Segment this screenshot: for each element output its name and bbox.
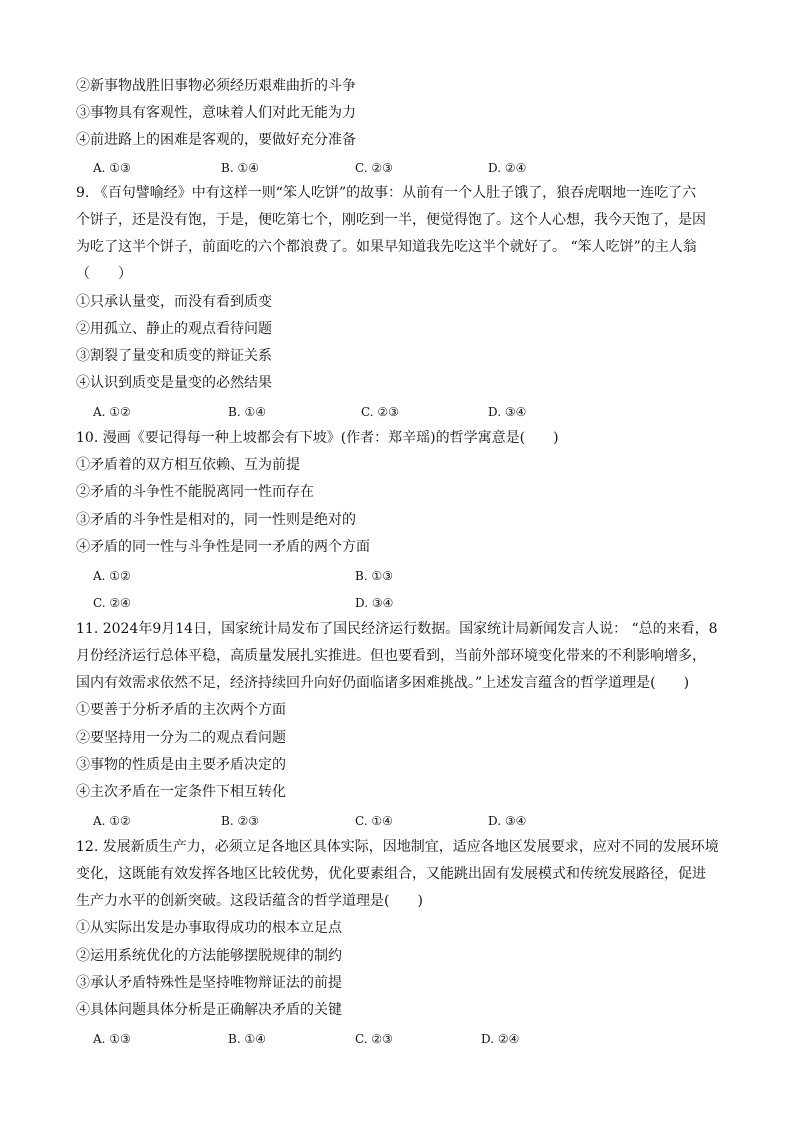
q12-option-c: C. ②③ <box>355 1032 393 1046</box>
q9-option-a: A. ①② <box>93 405 131 419</box>
q12-statement-4: ④具体问题具体分析是正确解决矛盾的关键 <box>76 1002 342 1018</box>
q10-option-c: C. ②④ <box>93 596 131 610</box>
q10-option-b: B. ①③ <box>355 569 393 583</box>
q12-statement-3: ③承认矛盾特殊性是坚持唯物辩证法的前提 <box>76 975 342 991</box>
q9-statement-2: ②用孤立、静止的观点看待问题 <box>76 321 272 337</box>
q11-statement-4: ④主次矛盾在一定条件下相互转化 <box>76 784 286 800</box>
q11-option-c: C. ①④ <box>355 814 393 828</box>
q10-stem: 10. 漫画《要记得每一种上坡都会有下坡》(作者：郑辛瑶)的哲学寓意是( ) <box>76 430 559 446</box>
q11-statement-1: ①要善于分析矛盾的主次两个方面 <box>76 702 286 718</box>
q12-statement-1: ①从实际出发是办事取得成功的根本立足点 <box>76 920 342 936</box>
q10-statement-1: ①矛盾着的双方相互依赖、互为前提 <box>76 457 300 473</box>
q10-option-a: A. ①② <box>93 569 131 583</box>
q8-option-a: A. ①③ <box>93 161 131 175</box>
q9-option-c: C. ②③ <box>361 405 399 419</box>
q11-stem-line-3: 国内有效需求依然不足，经济持续回升向好仍面临诸多困难挑战。”上述发言蕴含的哲学道理是( ) <box>76 675 690 691</box>
q9-stem-line-1: 9. 《百句譬喻经》中有这样一则“笨人吃饼”的故事：从前有一个人肚子饿了，狼吞虎咽地一连吃了六 <box>76 185 697 201</box>
q12-option-b: B. ①④ <box>228 1032 266 1046</box>
q10-statement-3: ③矛盾的斗争性是相对的，同一性则是绝对的 <box>76 512 356 528</box>
q11-option-d: D. ③④ <box>488 814 527 828</box>
q8-option-c: C. ②③ <box>355 161 393 175</box>
q12-stem-line-1: 12. 发展新质生产力，必须立足各地区具体实际，因地制宜，适应各地区发展要求，应对不同的发展环境 <box>76 839 719 855</box>
q10-option-d: D. ③④ <box>355 596 394 610</box>
q9-statement-3: ③割裂了量变和质变的辩证关系 <box>76 348 272 364</box>
q9-stem-line-3: 为吃了这半个饼子，前面吃的六个都浪费了。如果早知道我先吃这半个就好了。 “笨人吃饼”的主人翁 <box>76 239 697 255</box>
q12-option-a: A. ①③ <box>93 1032 131 1046</box>
q9-stem-line-4: （ ） <box>76 266 132 282</box>
q8-statement-3: ③事物具有客观性，意味着人们对此无能为力 <box>76 105 356 121</box>
q8-statement-4: ④前进路上的困难是客观的，要做好充分准备 <box>76 132 356 148</box>
q11-statement-3: ③事物的性质是由主要矛盾决定的 <box>76 757 286 773</box>
q10-statement-2: ②矛盾的斗争性不能脱离同一性而存在 <box>76 484 314 500</box>
q8-statement-2: ②新事物战胜旧事物必须经历艰难曲折的斗争 <box>76 78 356 94</box>
q9-option-d: D. ③④ <box>488 405 527 419</box>
q11-statement-2: ②要坚持用一分为二的观点看问题 <box>76 730 286 746</box>
q10-statement-4: ④矛盾的同一性与斗争性是同一矛盾的两个方面 <box>76 539 370 555</box>
q12-option-d: D. ②④ <box>481 1032 520 1046</box>
q11-stem-line-2: 月份经济运行总体平稳，高质量发展扎实推进。但也要看到，当前外部环境变化带来的不利影响增多， <box>76 648 706 664</box>
q12-stem-line-2: 变化，这既能有效发挥各地区比较优势，优化要素组合，又能跳出固有发展模式和传统发展路径，促进 <box>76 866 706 882</box>
q9-statement-1: ①只承认量变，而没有看到质变 <box>76 294 272 310</box>
q8-option-d: D. ②④ <box>488 161 527 175</box>
q9-statement-4: ④认识到质变是量变的必然结果 <box>76 375 272 391</box>
q11-option-b: B. ②③ <box>221 814 259 828</box>
q11-option-a: A. ①② <box>93 814 131 828</box>
q8-option-b: B. ①④ <box>221 161 259 175</box>
q12-statement-2: ②运用系统优化的方法能够摆脱规律的制约 <box>76 948 342 964</box>
q9-stem-line-2: 个饼子，还是没有饱，于是，便吃第七个，刚吃到一半，便觉得饱了。这个人心想，我今天饱了，是因 <box>76 212 706 228</box>
q9-option-b: B. ①④ <box>228 405 266 419</box>
q12-stem-line-3: 生产力水平的创新突破。这段话蕴含的哲学道理是( ) <box>76 893 423 909</box>
q11-stem-line-1: 11. 2024年9月14日，国家统计局发布了国民经济运行数据。国家统计局新闻发言人说： “总的来看，8 <box>76 621 718 637</box>
